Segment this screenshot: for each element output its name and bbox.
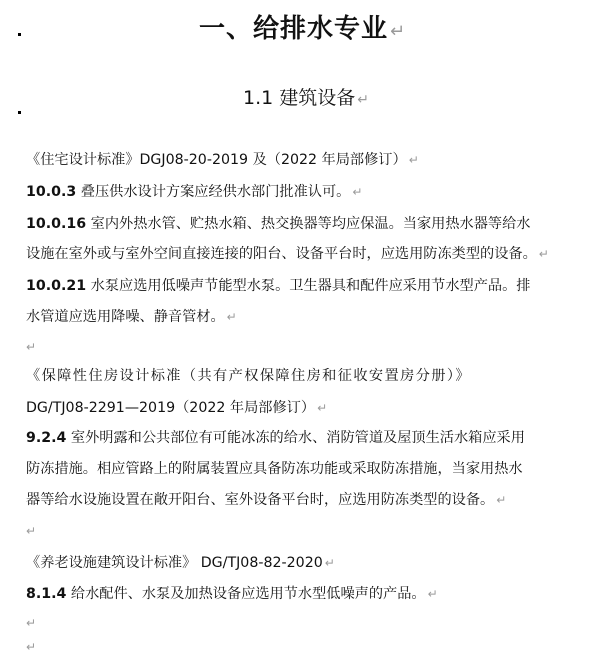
standard-title: DG/TJ08-2291—2019（2022 年局部修订） ↵: [26, 400, 328, 416]
clause-text: 室外明露和公共部位有可能冰冻的给水、消防管道及屋顶生活水箱应采用: [70, 430, 525, 446]
bullet-marker: [18, 33, 21, 36]
clause-line: [26, 461, 523, 477]
section-heading-text: 一、给排水专业: [199, 14, 389, 44]
subsection-heading-text: 1.1 建筑设备: [243, 87, 356, 109]
clause-number: 10.0.21: [26, 278, 87, 294]
paragraph-mark-icon: ↵: [357, 92, 369, 108]
empty-paragraph-mark-icon: ↵: [26, 524, 37, 538]
section-heading: [199, 8, 406, 45]
standard-title: 《养老设施建筑设计标准》 DG/TJ08-82-2020 ↵: [26, 555, 335, 571]
clause-number: 9.2.4: [26, 430, 67, 446]
empty-paragraph-mark-icon: ↵: [26, 616, 37, 630]
clause-line: [26, 246, 549, 262]
clause-text: 叠压供水设计方案应经供水部门批准认可。: [80, 184, 351, 200]
paragraph-mark-icon: ↵: [408, 153, 419, 167]
clause-number: 10.0.16: [26, 216, 87, 232]
clause-line: [26, 430, 525, 446]
bullet-marker: [18, 111, 21, 114]
paragraph-mark-icon: ↵: [352, 185, 363, 199]
clause-text: 室内外热水管、贮热水箱、热交换器等均应保温。当家用热水器等给水: [90, 216, 531, 232]
standard-title: 《保障性住房设计标准（共有产权保障住房和征收安置房分册）》: [26, 368, 471, 384]
clause-number: 10.0.3: [26, 184, 77, 200]
clause-number: 8.1.4: [26, 586, 67, 602]
empty-paragraph-mark-icon: ↵: [26, 340, 37, 354]
clause-line: [26, 278, 530, 294]
clause-text: 水泵应选用低噪声节能型水泵。卫生器具和配件应采用节水型产品。排: [90, 278, 531, 294]
paragraph-mark-icon: ↵: [496, 493, 507, 507]
paragraph-mark-icon: ↵: [324, 556, 335, 570]
paragraph-mark-icon: ↵: [427, 587, 438, 601]
paragraph-mark-icon: ↵: [317, 401, 328, 415]
clause-line: [26, 492, 506, 508]
clause-text: 水管道应选用降噪、静音管材。: [26, 309, 225, 325]
clause-text: 给水配件、水泵及加热设备应选用节水型低噪声的产品。: [70, 586, 426, 602]
empty-paragraph-mark-icon: ↵: [26, 640, 37, 654]
paragraph-mark-icon: ↵: [538, 247, 549, 261]
clause-line: [26, 309, 237, 325]
clause-text: 防冻措施。相应管路上的附属装置应具备防冻功能或采取防冻措施，当家用热水: [26, 461, 523, 477]
clause-line: [26, 184, 362, 200]
clause-line: [26, 216, 530, 232]
paragraph-mark-icon: ↵: [226, 310, 237, 324]
standard-title: 《住宅设计标准》DGJ08-20-2019 及（2022 年局部修订） ↵: [26, 152, 419, 168]
clause-text: 设施在室外或与室外空间直接连接的阳台、设备平台时，应选用防冻类型的设备。: [26, 246, 537, 262]
paragraph-mark-icon: ↵: [390, 21, 407, 42]
subsection-heading: [243, 83, 369, 110]
clause-line: [26, 586, 438, 602]
clause-text: 器等给水设施设置在敞开阳台、室外设备平台时，应选用防冻类型的设备。: [26, 492, 495, 508]
